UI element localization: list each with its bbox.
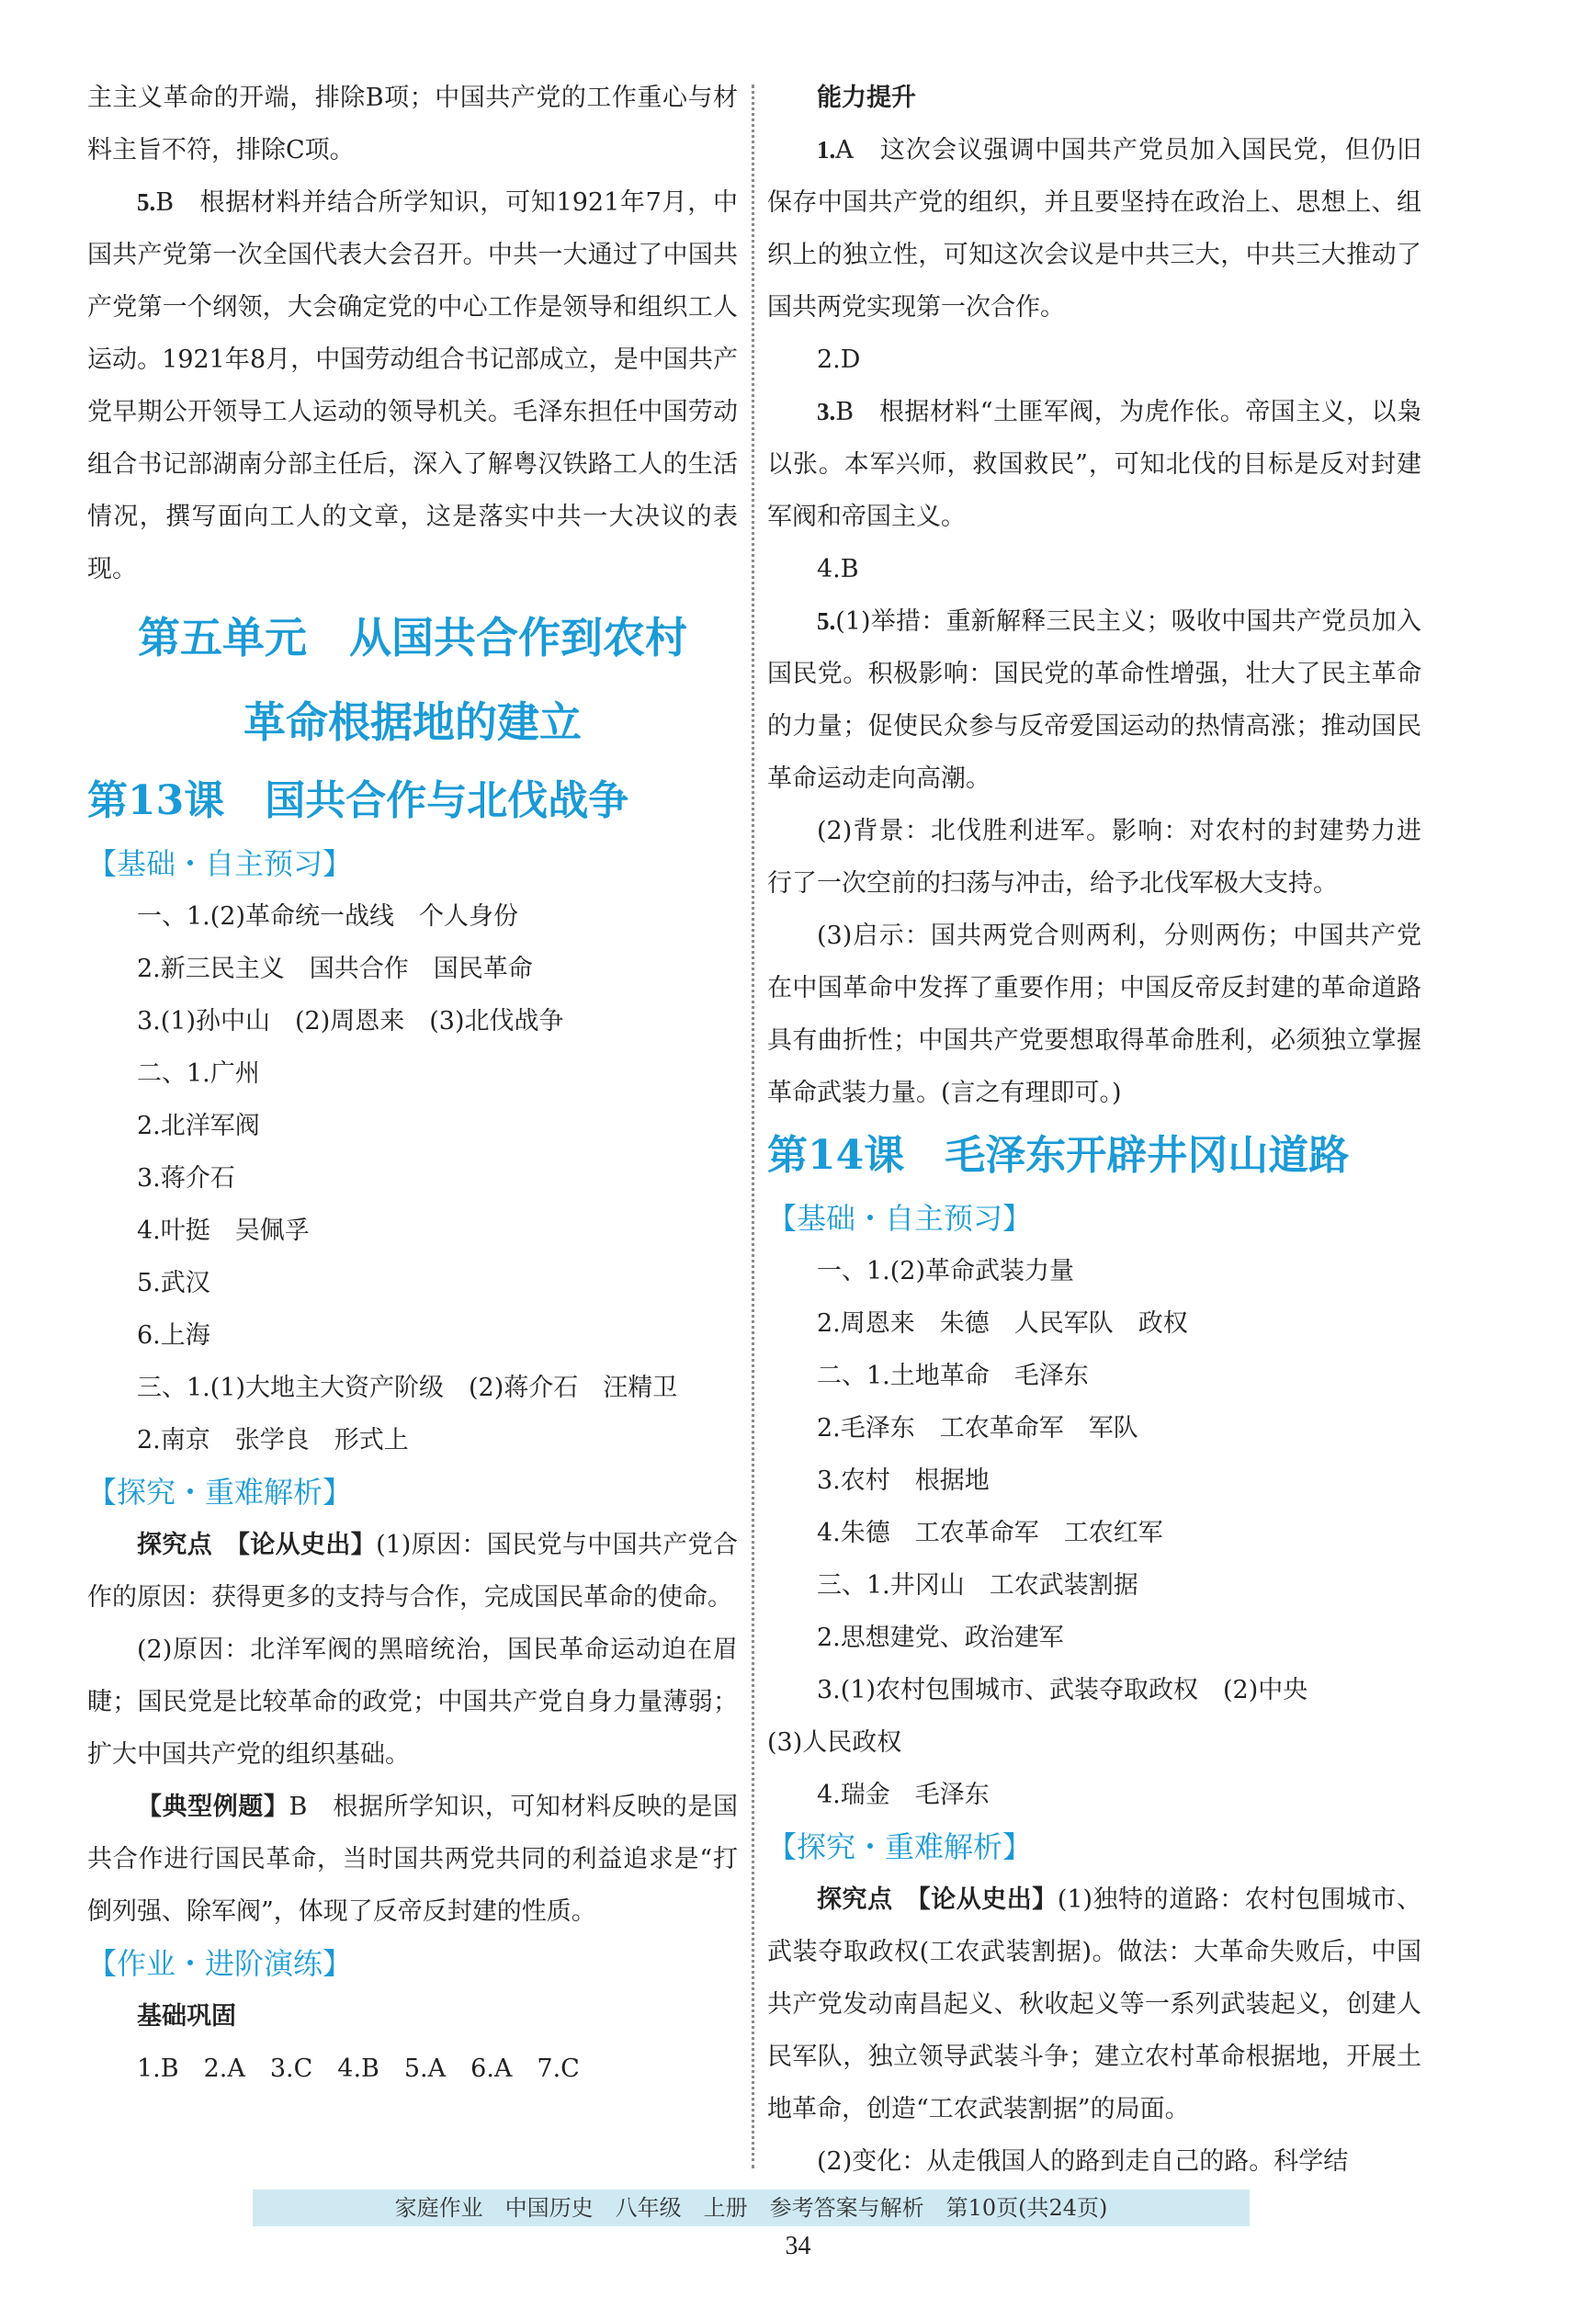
list-item: 5.武汉 bbox=[137, 1269, 210, 1297]
answer-5 bbox=[87, 176, 738, 595]
answer-1: 1.A 这次会议强调中国共产党员加入国民党，但仍旧保存中国共产党的组织，并且要坚持在政治上、思想上、组织上的独立性，可知这次会议是中共三大，中共三大推动了国共两党实现第一次合作。 bbox=[767, 136, 1421, 322]
subheading-basic: 基础巩固 bbox=[137, 2002, 236, 2031]
section-heading-analysis: 【探究・重难解析】 bbox=[87, 1475, 353, 1510]
list-item: 二、1.广州 bbox=[137, 1059, 260, 1088]
list-item: 4.朱德 工农革命军 工农红军 bbox=[817, 1519, 1163, 1547]
unit-title-line-2: 革命根据地的建立 bbox=[243, 697, 582, 747]
subheading-ability: 能力提升 bbox=[817, 84, 916, 112]
list-item: 三、1.(1)大地主大资产阶级 (2)蒋介石 汪精卫 bbox=[137, 1374, 678, 1402]
tanjiu-label: 探究点 【论从史出】 bbox=[817, 1885, 1058, 1914]
answer-5-part-2: (2)背景：北伐胜利进军。影响：对农村的封建势力进行了一次空前的扫荡与冲击，给予北伐军极大支持。 bbox=[767, 817, 1421, 898]
tanjiu-paragraph-1: 探究点 【论从史出】(1)原因：国民党与中国共产党合作的原因：获得更多的支持与合作，完成国民革命的使命。 bbox=[87, 1531, 739, 1612]
list-item: 2.新三民主义 国共合作 国民革命 bbox=[137, 955, 533, 983]
list-item: (3)人民政权 bbox=[767, 1728, 902, 1757]
list-item: 一、1.(2)革命统一战线 个人身份 bbox=[137, 902, 519, 931]
list-item: 4.叶挺 吴佩孚 bbox=[137, 1217, 310, 1245]
page-number: 34 bbox=[785, 2232, 811, 2260]
section-heading-preview: 【基础・自主预习】 bbox=[767, 1201, 1033, 1236]
list-item: 2.思想建党、政治建军 bbox=[817, 1624, 1064, 1652]
lesson-14-title: 第14课 毛泽东开辟井冈山道路 bbox=[767, 1132, 1350, 1179]
column-divider bbox=[752, 85, 754, 2168]
list-item: 2.周恩来 朱德 人民军队 政权 bbox=[817, 1309, 1188, 1338]
right-column bbox=[767, 72, 1421, 2188]
tanjiu-label: 探究点 【论从史出】 bbox=[137, 1531, 377, 1559]
tanjiu-paragraph-1: 探究点 【论从史出】(1)独特的道路：农村包围城市、武装夺取政权(工农武装割据)。做法：大革命失败后，中国共产党发动南昌起义、秋收起义等一系列武装起义，创建人民军队，独立领导武装斗争；建立农村革命根据地，开展土地革命，创造“工农武装割据”的局面。 bbox=[767, 1885, 1421, 2123]
list-item: 3.(1)孙中山 (2)周恩来 (3)北伐战争 bbox=[137, 1007, 564, 1036]
paragraph: 主主义革命的开端，排除B项；中国共产党的工作重心与材料主旨不符，排除C项。 bbox=[87, 84, 738, 164]
answer-5-part-1: 5.(1)举措：重新解释三民主义；吸收中国共产党员加入国民党。积极影响：国民党的革命性增强，壮大了民主革命的力量；促使民众参与反帝爱国运动的热情高涨；推动国民革命运动走向高潮。 bbox=[767, 607, 1421, 793]
section-heading-preview: 【基础・自主预习】 bbox=[87, 846, 353, 881]
tanjiu-paragraph-2: (2)原因：北洋军阀的黑暗统治，国民革命运动迫在眉睫；国民党是比较革命的政党；中国共产党自身力量薄弱；扩大中国共产党的组织基础。 bbox=[87, 1636, 738, 1769]
list-item: 4.瑞金 毛泽东 bbox=[817, 1781, 990, 1809]
typical-example-label: 【典型例题】 bbox=[137, 1793, 289, 1821]
list-item: 2.毛泽东 工农革命军 军队 bbox=[817, 1414, 1138, 1443]
list-item: 2.南京 张学良 形式上 bbox=[137, 1426, 409, 1454]
answer-number: 5. bbox=[137, 188, 156, 216]
list-item: 3.(1)农村包围城市、武装夺取政权 (2)中央 bbox=[817, 1676, 1308, 1704]
answer-text: B 根据材料并结合所学知识，可知1921年7月，中国共产党第一次全国代表大会召开。中共一大通过了中国共产党第一个纲领，大会确定党的中心工作是领导和组织工人运动。1921年8月，中国劳动组合书记部成立，是中国共产党早期公开领导工人运动的领导机关。毛泽东担任中国劳动组合书记部湖南分部主任后，深入了解粤汉铁路工人的生活情况，撰写面向工人的文章，这是落实中共一大决议的表现。 bbox=[87, 188, 738, 583]
list-item: 三、1.井冈山 工农武装割据 bbox=[817, 1571, 1138, 1600]
footer-banner: 家庭作业 中国历史 八年级 上册 参考答案与解析 第10页(共24页) bbox=[253, 2190, 1250, 2226]
section-heading-homework: 【作业・进阶演练】 bbox=[87, 1946, 353, 1981]
list-item: 3.农村 根据地 bbox=[817, 1466, 990, 1495]
list-item: 3.蒋介石 bbox=[137, 1164, 235, 1193]
left-column bbox=[87, 72, 738, 2095]
answer-5-part-3: (3)启示：国共两党合则两利，分则两伤；中国共产党在中国革命中发挥了重要作用；中国反帝反封建的革命道路具有曲折性；中国共产党要想取得革命胜利，必须独立掌握革命武装力量。(言之有理即可。) bbox=[767, 922, 1421, 1107]
answer-3: 3.B 根据材料“土匪军阀，为虎作伥。帝国主义，以枭以张。本军兴师，救国救民”，可知北伐的目标是反对封建军阀和帝国主义。 bbox=[767, 398, 1421, 531]
answer-4: 4.B bbox=[817, 555, 859, 583]
typical-example: 【典型例题】B 根据所学知识，可知材料反映的是国共合作进行国民革命，当时国共两党共同的利益追求是“打倒列强、除军阀”，体现了反帝反封建的性质。 bbox=[87, 1793, 739, 1926]
unit-title-line-1: 第五单元 从国共合作到农村 bbox=[138, 613, 687, 662]
answer-2: 2.D bbox=[817, 345, 861, 374]
answer-row: 1.B 2.A 3.C 4.B 5.A 6.A 7.C bbox=[137, 2054, 580, 2083]
list-item: 一、1.(2)革命武装力量 bbox=[817, 1257, 1075, 1285]
list-item: 2.北洋军阀 bbox=[137, 1112, 260, 1140]
section-heading-analysis: 【探究・重难解析】 bbox=[767, 1829, 1033, 1864]
tanjiu-paragraph-2: (2)变化：从走俄国人的路到走自己的路。科学结 bbox=[817, 2147, 1349, 2176]
list-item: 二、1.土地革命 毛泽东 bbox=[817, 1362, 1089, 1390]
lesson-13-title: 第13课 国共合作与北伐战争 bbox=[87, 777, 629, 824]
list-item: 6.上海 bbox=[137, 1321, 210, 1350]
